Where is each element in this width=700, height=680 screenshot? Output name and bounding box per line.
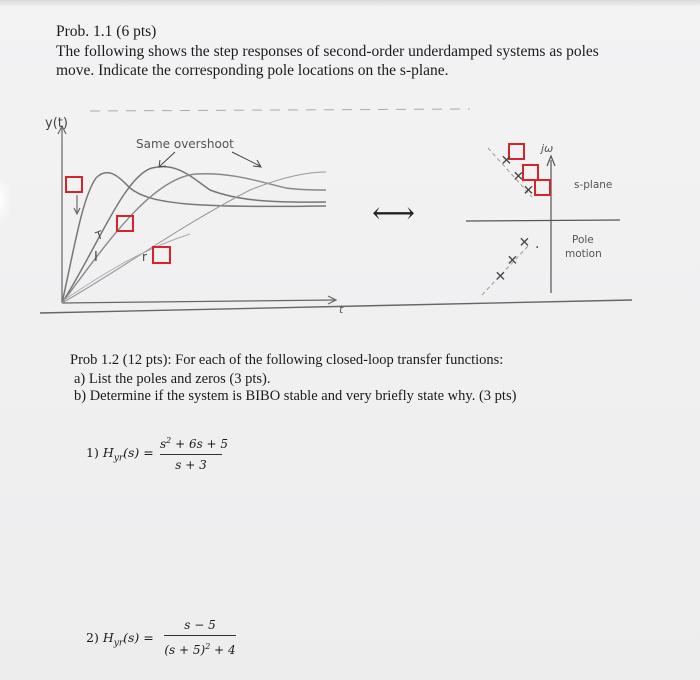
pole-dot: . xyxy=(535,236,540,252)
eq2-numerator: s − 5 xyxy=(184,618,216,632)
eq2-lhs xyxy=(86,630,154,649)
eq2-fraction xyxy=(164,618,236,658)
same-overshoot-label: Same overshoot xyxy=(136,137,234,151)
pole-label: Pole xyxy=(572,234,594,246)
eq2-arg: (s) = xyxy=(123,630,154,645)
eq1-number: 1) xyxy=(86,445,99,460)
eq1-arg: (s) = xyxy=(123,445,154,460)
eq1-fraction xyxy=(160,433,229,473)
eq2-number: 2) xyxy=(86,630,99,645)
eq2-sub: yr xyxy=(113,638,124,649)
overshoot-arrow-left xyxy=(160,152,175,166)
s-plane-axes xyxy=(466,148,620,295)
eq1-numerator: $s^2 + 6s + 5$ xyxy=(160,436,229,451)
eq2-h: H xyxy=(102,630,114,645)
prob12-title: Prob 1.2 (12 pts): For each of the following closed-loop transfer functions: xyxy=(70,352,504,368)
eq1-h: H xyxy=(102,445,114,460)
faint-scan-line xyxy=(90,109,470,111)
eq1-lhs xyxy=(86,445,154,464)
eq1-sub: yr xyxy=(113,453,124,464)
mark-small: r xyxy=(142,250,147,264)
mark-tr: T xyxy=(93,228,105,243)
pole-mark-6: + xyxy=(489,264,513,287)
eq1-denominator: s + 3 xyxy=(175,458,207,472)
s-plane-label: s-plane xyxy=(574,179,613,191)
pole-mark-4: + xyxy=(513,230,537,253)
pole-mark-1: + xyxy=(495,148,519,171)
jw-label: jω xyxy=(541,142,554,155)
real-axis xyxy=(466,220,620,221)
double-arrow: ⟷ xyxy=(372,197,416,230)
prob11-line2: move. Indicate the corresponding pole locations on the s-plane. xyxy=(56,62,449,79)
overshoot-arrow-right xyxy=(232,152,260,166)
pole-mark-3: + xyxy=(517,178,541,201)
prob11-title: Prob. 1.1 (6 pts) xyxy=(56,23,157,40)
t-axis-label: t xyxy=(339,303,344,316)
prob12-item-b: b) Determine if the system is BIBO stable and very briefly state why. (3 pts) xyxy=(74,388,517,404)
motion-label: motion xyxy=(565,248,602,260)
prob12-item-a: a) List the poles and zeros (3 pts). xyxy=(74,371,271,387)
prob11-line1: The following shows the step responses of second-order underdamped systems as poles xyxy=(56,43,599,60)
mark-i: I xyxy=(94,250,98,265)
y-axis-label: y(t) xyxy=(45,116,68,131)
answer-box-c[interactable] xyxy=(153,247,170,263)
pole-mark-5: + xyxy=(501,248,525,271)
t-axis xyxy=(62,300,335,303)
pole-mark-2: + xyxy=(507,164,531,187)
eq2-denominator: $(s + 5)^2 + 4$ xyxy=(164,642,236,657)
answer-box-a[interactable] xyxy=(66,177,82,192)
